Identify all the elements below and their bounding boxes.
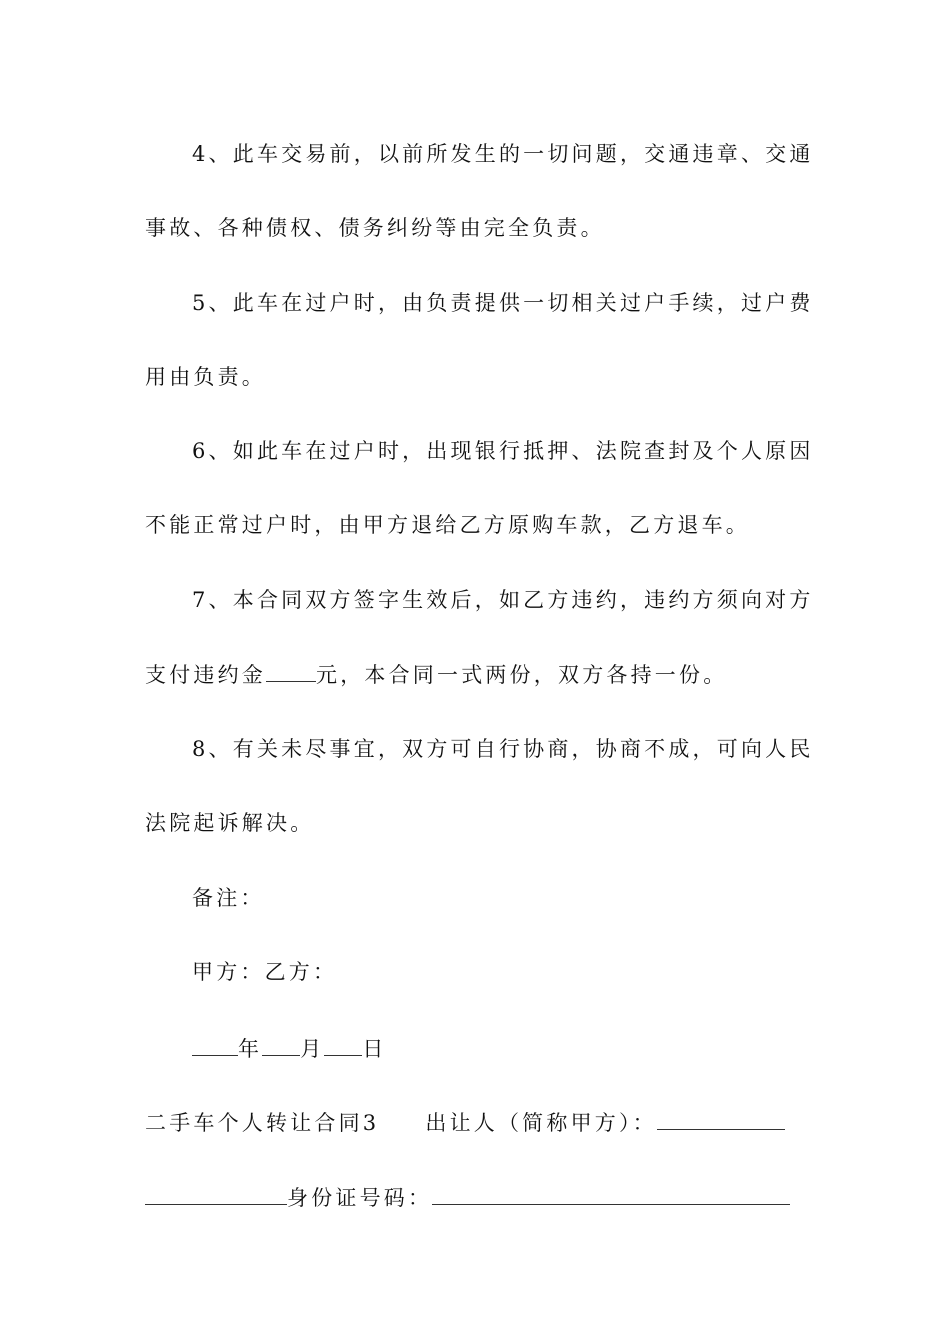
clause-6-line-1: 6、如此车在过户时，出现银行抵押、法院查封及个人原因 <box>192 439 814 463</box>
id-number-label: 身份证号码： <box>287 1186 433 1210</box>
id-number-blank[interactable] <box>432 1182 790 1205</box>
month-blank[interactable] <box>262 1033 300 1056</box>
id-number-line <box>145 1182 810 1212</box>
clause-5-line-1: 5、此车在过户时，由负责提供一切相关过户手续，过户费 <box>192 291 814 315</box>
clause-7-line-2 <box>145 659 810 689</box>
year-blank[interactable] <box>192 1033 238 1056</box>
day-label: 日 <box>362 1037 387 1061</box>
penalty-suffix: 元，本合同一式两份，双方各持一份。 <box>316 663 728 687</box>
day-blank[interactable] <box>324 1033 362 1056</box>
penalty-label: 支付违约金 <box>145 663 266 687</box>
clause-8-line-2: 法院起诉解决。 <box>145 811 315 835</box>
clause-4-line-1: 4、此车交易前，以前所发生的一切问题，交通违章、交通 <box>192 142 814 166</box>
contract-3-title: 二手车个人转让合同3 <box>145 1111 380 1135</box>
date-line <box>192 1033 810 1063</box>
year-label: 年 <box>238 1037 263 1061</box>
remarks-label: 备注： <box>192 886 265 910</box>
clause-5-line-2: 用由负责。 <box>145 365 266 389</box>
clause-8-line-1: 8、有关未尽事宜，双方可自行协商，协商不成，可向人民 <box>192 737 814 761</box>
clause-7-line-1: 7、本合同双方签字生效后，如乙方违约，违约方须向对方 <box>192 588 814 612</box>
contract-3-header-line <box>145 1107 810 1137</box>
penalty-amount-blank[interactable] <box>266 659 316 682</box>
transferor-label: 出让人（简称甲方）： <box>425 1111 657 1135</box>
clause-6-line-2: 不能正常过户时，由甲方退给乙方原购车款，乙方退车。 <box>145 513 750 537</box>
transferor-name-blank[interactable] <box>657 1107 785 1130</box>
month-label: 月 <box>300 1037 325 1061</box>
clause-4-line-2: 事故、各种债权、债务纠纷等由完全负责。 <box>145 216 605 240</box>
parties-line: 甲方：乙方： <box>192 960 338 984</box>
transferor-name-blank-continued[interactable] <box>145 1182 287 1205</box>
